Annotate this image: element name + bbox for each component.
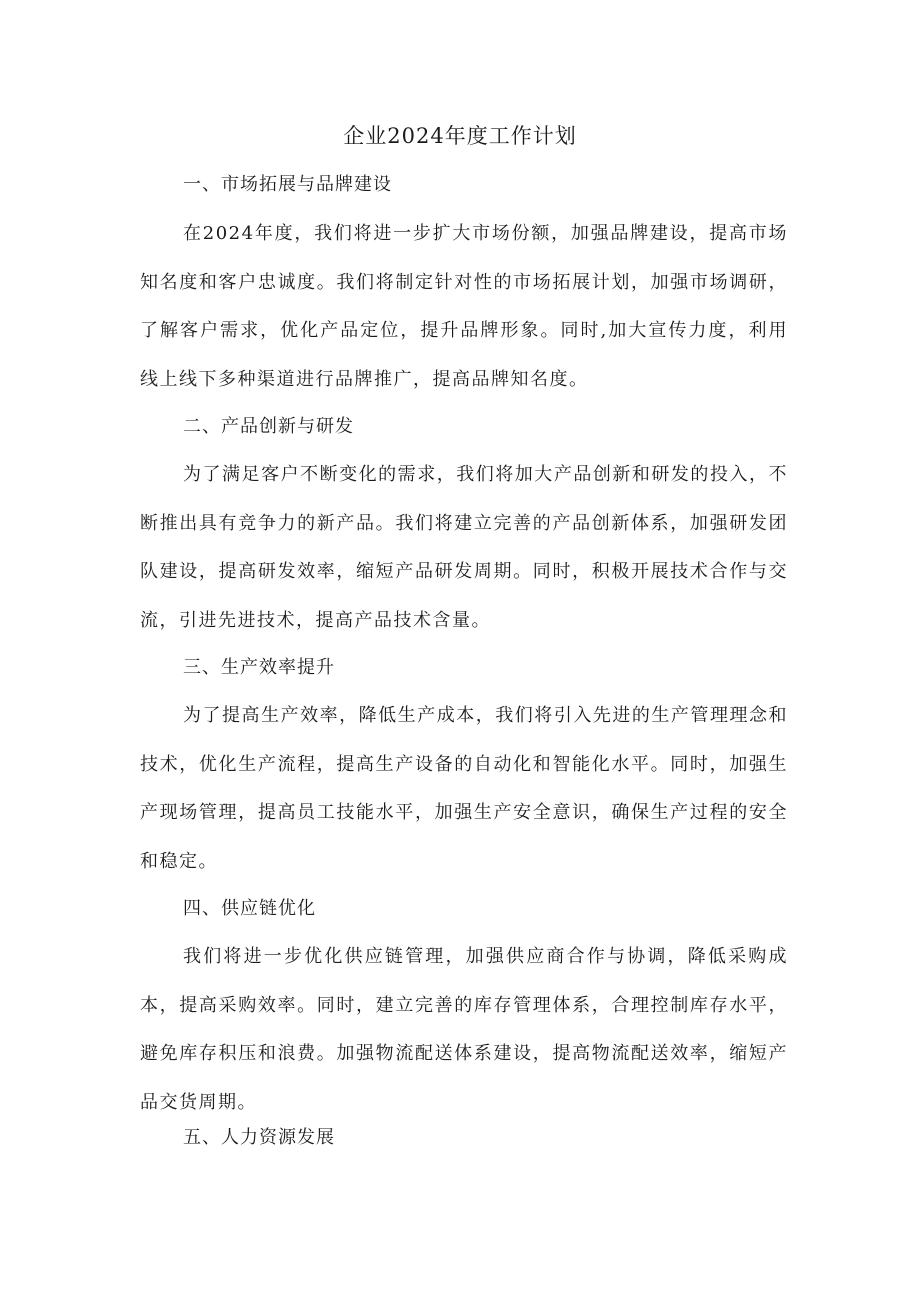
section-body-product: 为了满足客户不断变化的需求，我们将加大产品创新和研发的投入，不断推出具有竞争力的新产品。我们将建立完善的产品创新体系，加强研发团队建设，提高研发效率，缩短产品研发周期。同时，积极开展技术合作与交流，引进先进技术，提高产品技术含量。 bbox=[140, 464, 788, 631]
section-heading-hr: 五、人力资源发展 bbox=[183, 1127, 335, 1148]
section-heading-production: 三、生产效率提升 bbox=[183, 657, 335, 678]
section-body-market: 在2024年度，我们将进一步扩大市场份额，加强品牌建设，提高市场知名度和客户忠诚度。我们将制定针对性的市场拓展计划，加强市场调研，了解客户需求，优化产品定位，提升品牌形象。同时,加大宣传力度，利用线上线下多种渠道进行品牌推广，提高品牌知名度。 bbox=[140, 223, 788, 390]
document-title: 企业2024年度工作计划 bbox=[343, 124, 577, 148]
section-body-supply-chain: 我们将进一步优化供应链管理，加强供应商合作与协调，降低采购成本，提高采购效率。同时，建立完善的库存管理体系，合理控制库存水平，避免库存积压和浪费。加强物流配送体系建设，提高物流配送效率，缩短产品交货周期。 bbox=[140, 946, 788, 1113]
section-body-production: 为了提高生产效率，降低生产成本，我们将引入先进的生产管理理念和技术，优化生产流程，提高生产设备的自动化和智能化水平。同时，加强生产现场管理，提高员工技能水平，加强生产安全意识，确保生产过程的安全和稳定。 bbox=[140, 705, 788, 872]
section-heading-product: 二、产品创新与研发 bbox=[183, 416, 354, 437]
section-heading-market: 一、市场拓展与品牌建设 bbox=[183, 174, 392, 195]
section-heading-supply-chain: 四、供应链优化 bbox=[183, 898, 316, 919]
